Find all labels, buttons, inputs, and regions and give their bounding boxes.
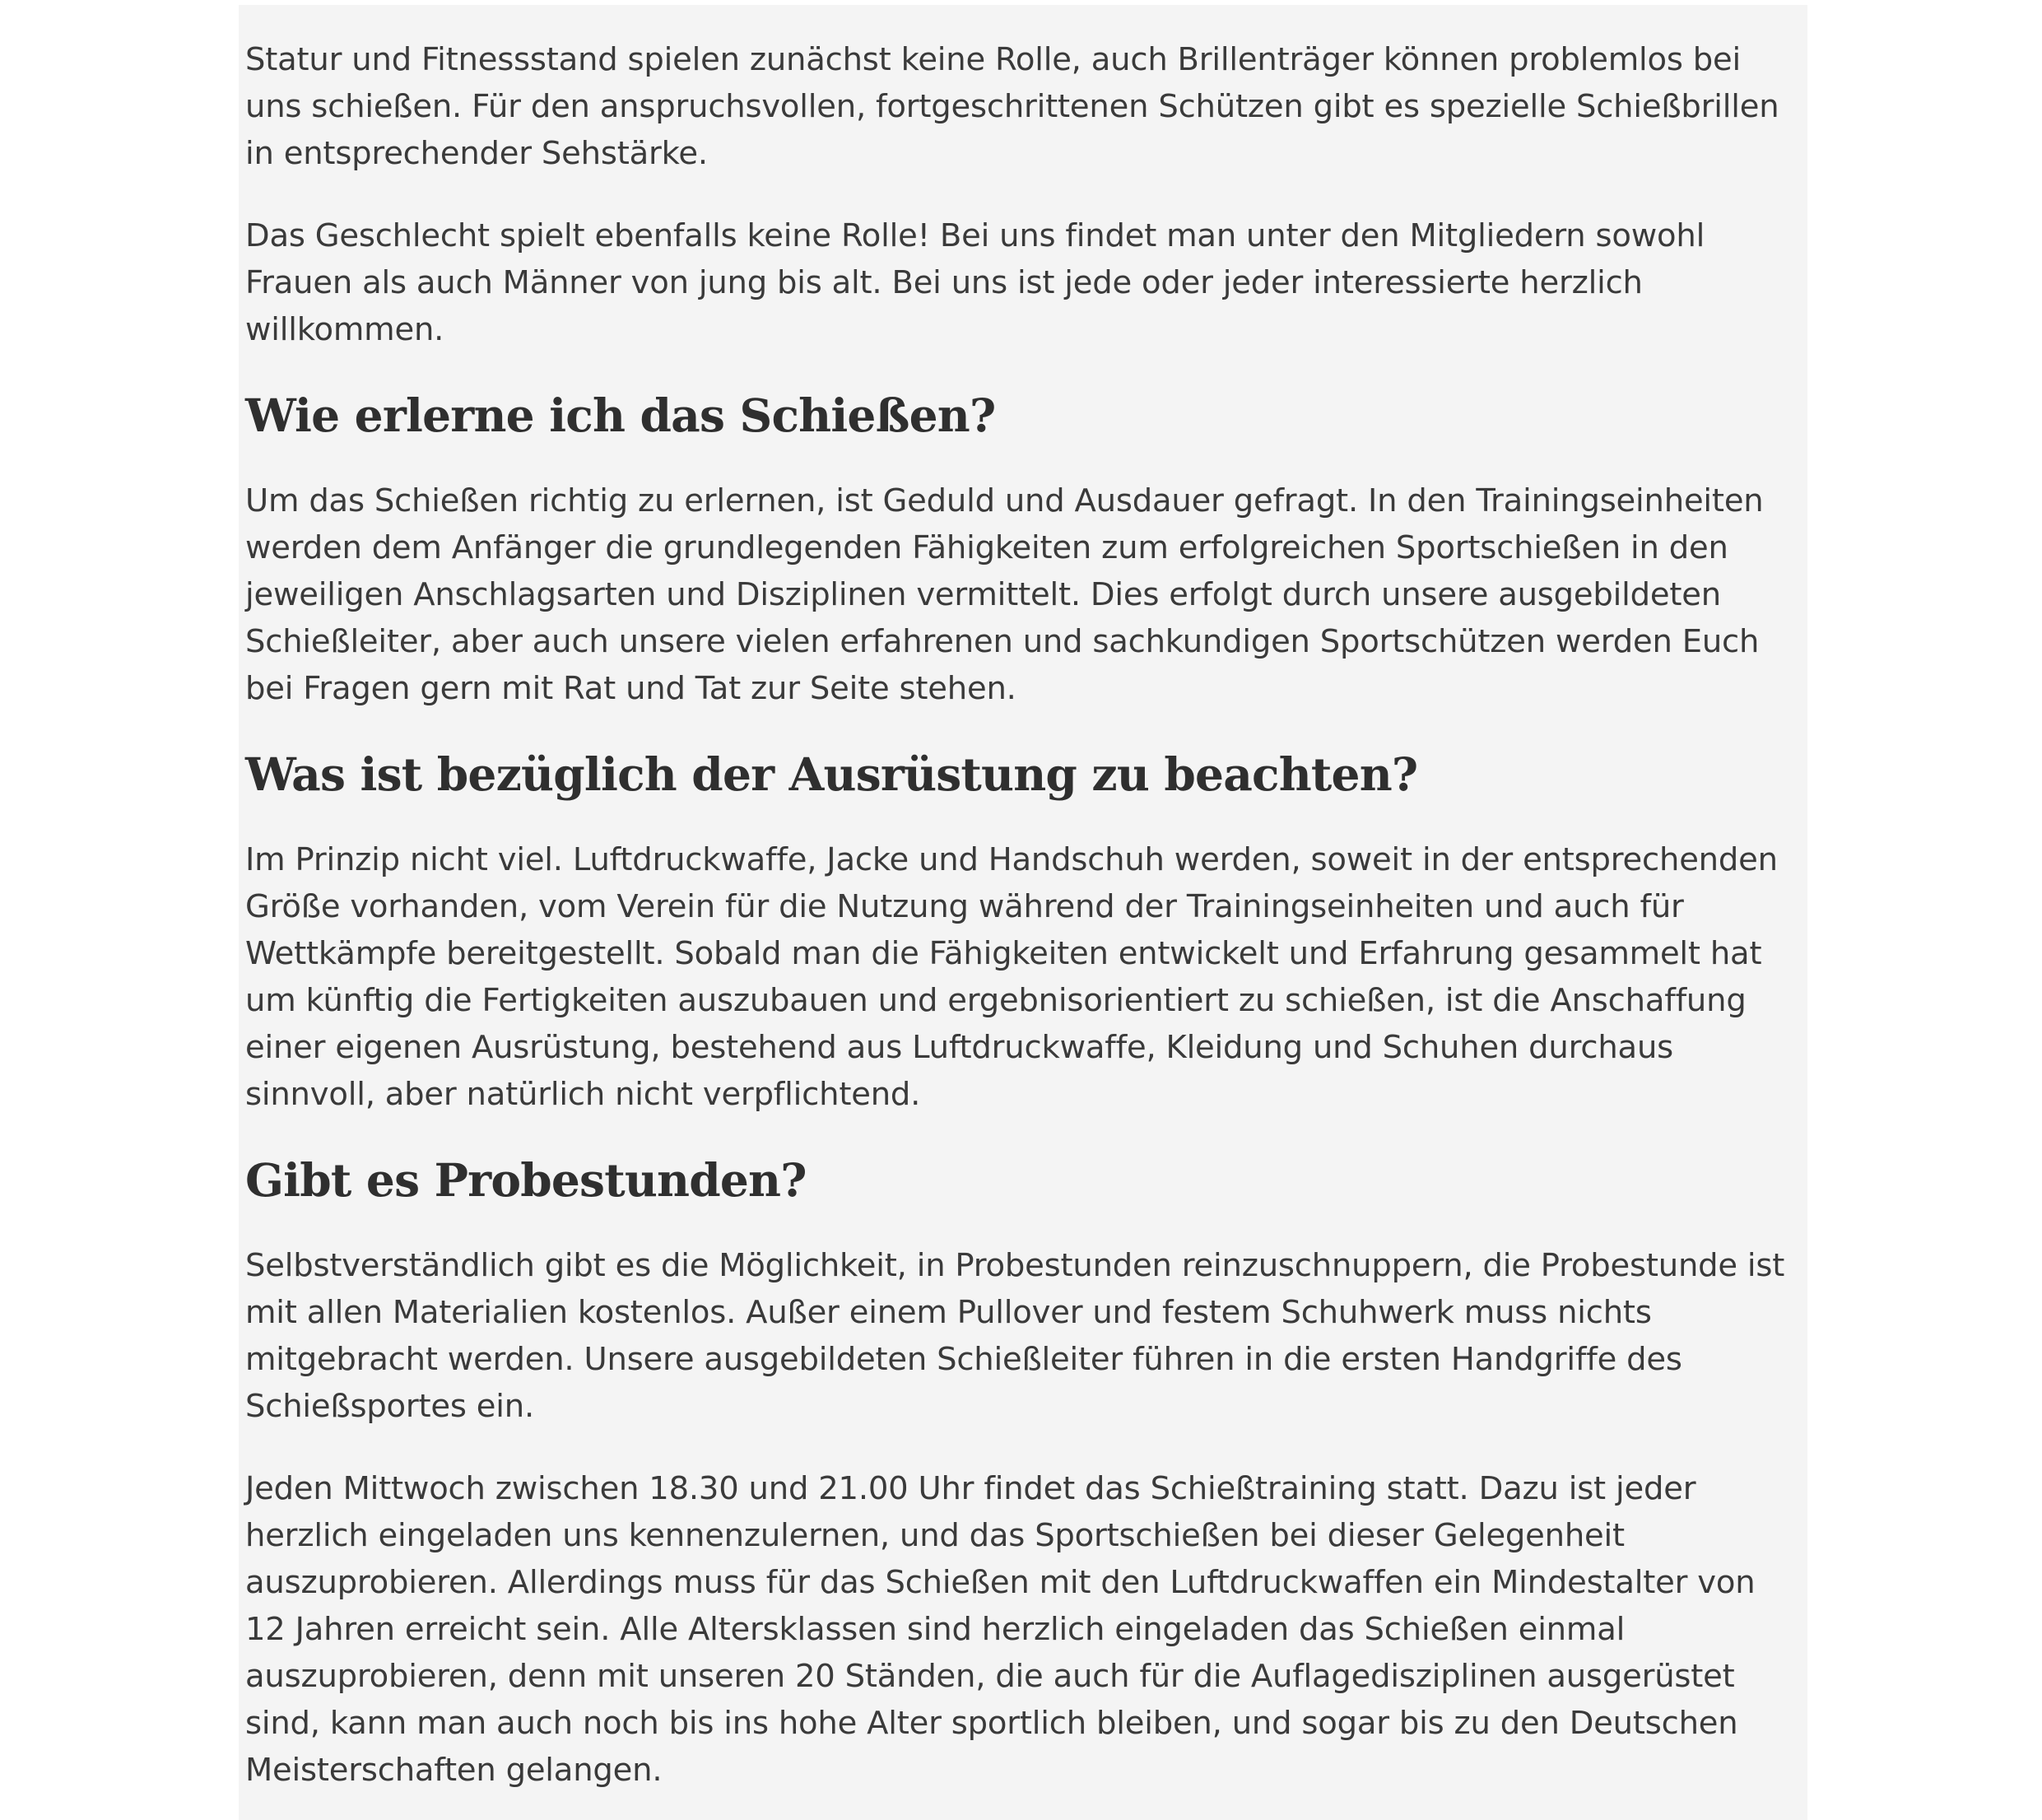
paragraph-gender: Das Geschlecht spielt ebenfalls keine Rolle! Bei uns findet man unter den Mitgliedern sowohl Frauen als auch Männer von jung bis alt. Bei uns ist jede oder jeder interessierte herzlich willkommen. (245, 217, 1705, 348)
heading-equipment: Was ist bezüglich der Ausrüstung zu beachten? (245, 747, 1418, 801)
paragraph-requirements: Statur und Fitnessstand spielen zunächst keine Rolle, auch Brillenträger können problemlos bei uns schießen. Für den anspruchsvollen, fortgeschrittenen Schützen gibt es spezielle Schießbrillen in entsprechender Sehstärke. (245, 41, 1779, 172)
article-content (239, 5, 1807, 1820)
heading-trial-sessions: Gibt es Probestunden? (245, 1153, 807, 1207)
paragraph-trial-sessions: Selbstverständlich gibt es die Möglichkeit, in Probestunden reinzuschnuppern, die Probestunde ist mit allen Materialien kostenlos. Außer einem Pullover und festem Schuhwerk muss nichts mitgebracht werden. Unsere ausgebildeten Schießleiter führen in die ersten Handgriffe des Schießsportes ein. (245, 1247, 1785, 1425)
paragraph-learning: Um das Schießen richtig zu erlernen, ist Geduld und Ausdauer gefragt. In den Trainingseinheiten werden dem Anfänger die grundlegenden Fähigkeiten zum erfolgreichen Sportschießen in den jeweiligen Anschlagsarten und Disziplinen vermittelt. Dies erfolgt durch unsere ausgebildeten Schießleiter, aber auch unsere vielen erfahrenen und sachkundigen Sportschützen werden Euch bei Fragen gern mit Rat und Tat zur Seite stehen. (245, 482, 1764, 707)
paragraph-equipment: Im Prinzip nicht viel. Luftdruckwaffe, Jacke und Handschuh werden, soweit in der entsprechenden Größe vorhanden, vom Verein für die Nutzung während der Trainingseinheiten und auch für Wettkämpfe bereitgestellt. Sobald man die Fähigkeiten entwickelt und Erfahrung gesammelt hat um künftig die Fertigkeiten auszubauen und ergebnisorientiert zu schießen, ist die Anschaffung einer eigenen Ausrüstung, bestehend aus Luftdruckwaffe, Kleidung und Schuhen durchaus sinnvoll, aber natürlich nicht verpflichtend. (245, 841, 1778, 1113)
paragraph-training-schedule: Jeden Mittwoch zwischen 18.30 und 21.00 Uhr findet das Schießtraining statt. Dazu ist jeder herzlich eingeladen uns kennenzulernen, und das Sportschießen bei dieser Gelegenheit auszuprobieren. Allerdings muss für das Schießen mit den Luftdruckwaffen ein Mindestalter von 12 Jahren erreicht sein. Alle Altersklassen sind herzlich eingeladen das Schießen einmal auszuprobieren, denn mit unseren 20 Ständen, die auch für die Auflagedisziplinen ausgerüstet sind, kann man auch noch bis ins hohe Alter sportlich bleiben, und sogar bis zu den Deutschen Meisterschaften gelangen. (245, 1470, 1756, 1789)
heading-learning: Wie erlerne ich das Schießen? (245, 389, 996, 442)
